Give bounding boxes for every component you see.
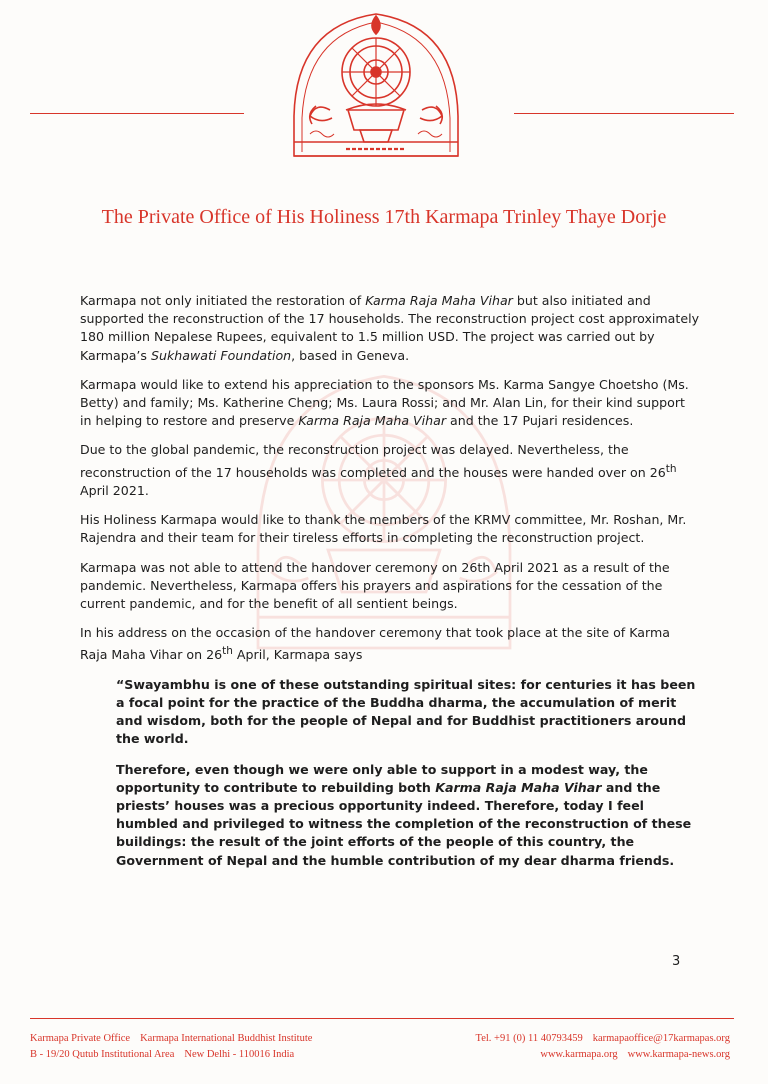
text-span: , based in Geneva. <box>291 347 410 363</box>
office-title: The Private Office of His Holiness 17th Karmapa Trinley Thaye Dorje <box>101 206 667 228</box>
karmapa-seal-icon <box>276 6 476 176</box>
text-span: April 2021. <box>80 483 149 499</box>
ordinal-suffix: th <box>665 462 677 475</box>
footer-contact-block <box>440 1031 730 1063</box>
page-number: 3 <box>672 954 681 969</box>
text-span: and the priests’ houses was a precious opportunity indeed. Therefore, today I feel humbled and privileged to witness the completion of the reconstruction of these buildings: the result of the joint efforts of the people of this country, the Government of Nepal and the humble contribution of my dear dharma friends. <box>116 779 692 868</box>
paragraph-pandemic-delay <box>80 441 700 500</box>
quote-paragraph-rebuilding <box>116 761 700 870</box>
text-span: April, Karmapa says <box>232 647 363 663</box>
text-span: Karmapa would like to extend his appreciation to the sponsors Ms. Karma Sangye Choetsho (Ms. Betty) and family; Ms. Katherine Cheng; Ms. Laura Rossi; and Mr. Alan Lin, for their kind support in helping to restore and preserve <box>80 376 689 429</box>
quote-paragraph-swayambhu: “Swayambhu is one of these outstanding spiritual sites: for centuries it has been a focal point for the practice of the Buddha dharma, the accumulation of merit and wisdom, both for the people of Nepal and for Buddhist practitioners around the world. <box>116 676 696 747</box>
paragraph-ceremony-absence: Karmapa was not able to attend the handover ceremony on 26th April 2021 as a result of the pandemic. Nevertheless, Karmapa offers his prayers and aspirations for the cessation of the current pandemic, and for the benefit of all sentient beings. <box>80 559 670 612</box>
ordinal-suffix: th <box>222 645 233 658</box>
footer-rule <box>30 1018 734 1019</box>
footer-institute: Karmapa International Buddhist Institute <box>140 1033 313 1044</box>
paragraph-restoration <box>80 292 700 365</box>
paragraph-thanks: His Holiness Karmapa would like to thank the members of the KRMV committee, Mr. Roshan, Mr. Rajendra and their team for their tireless efforts in completing the reconstruction project. <box>80 512 687 546</box>
footer-office: Karmapa Private Office <box>30 1033 131 1044</box>
emphasis-vihar: Karma Raja Maha Vihar <box>365 293 513 308</box>
footer-phone: Tel. +91 (0) 11 40793459 <box>475 1033 583 1044</box>
footer-website-link[interactable]: www.karmapa.org <box>540 1049 618 1060</box>
text-span: In his address on the occasion of the handover ceremony that took place at the site of Karma Raja Maha Vihar on 26 <box>80 625 670 663</box>
footer-address-block <box>30 1031 312 1063</box>
header-rule-right <box>514 113 734 114</box>
karmapa-quote <box>116 676 700 870</box>
footer-city: New Delhi - 110016 India <box>184 1049 295 1060</box>
footer-address: B - 19/20 Qutub Institutional Area <box>30 1049 175 1060</box>
text-span: Karmapa not only initiated the restoration of <box>80 293 366 308</box>
text-span: Due to the global pandemic, the reconstruction project was delayed. Nevertheless, the reconstruction of the 17 households was completed and the houses were handed over on 26 <box>80 442 666 480</box>
footer-email-link[interactable]: karmapaoffice@17karmapas.org <box>592 1033 730 1044</box>
header-rule-left <box>30 113 244 114</box>
emphasis-vihar: Karma Raja Maha Vihar <box>298 413 447 429</box>
emphasis-foundation: Sukhawati Foundation <box>150 347 292 363</box>
paragraph-sponsors <box>80 376 700 431</box>
text-span: Therefore, even though we were only able to support in a modest way, the opportunity to contribute to rebuilding both <box>116 761 648 795</box>
paragraph-address-intro <box>80 624 700 665</box>
emphasis-vihar: Karma Raja Maha Vihar <box>435 779 602 795</box>
text-span: and the 17 Pujari residences. <box>446 413 634 429</box>
text-span: but also initiated and supported the reconstruction of the 17 households. The reconstruction project cost approximately 180 million Nepalese Rupees, equivalent to 1.5 million USD. The project was carried out by Karmapa’s <box>80 293 700 363</box>
letter-body <box>80 292 700 882</box>
footer-news-website-link[interactable]: www.karmapa-news.org <box>627 1049 730 1060</box>
